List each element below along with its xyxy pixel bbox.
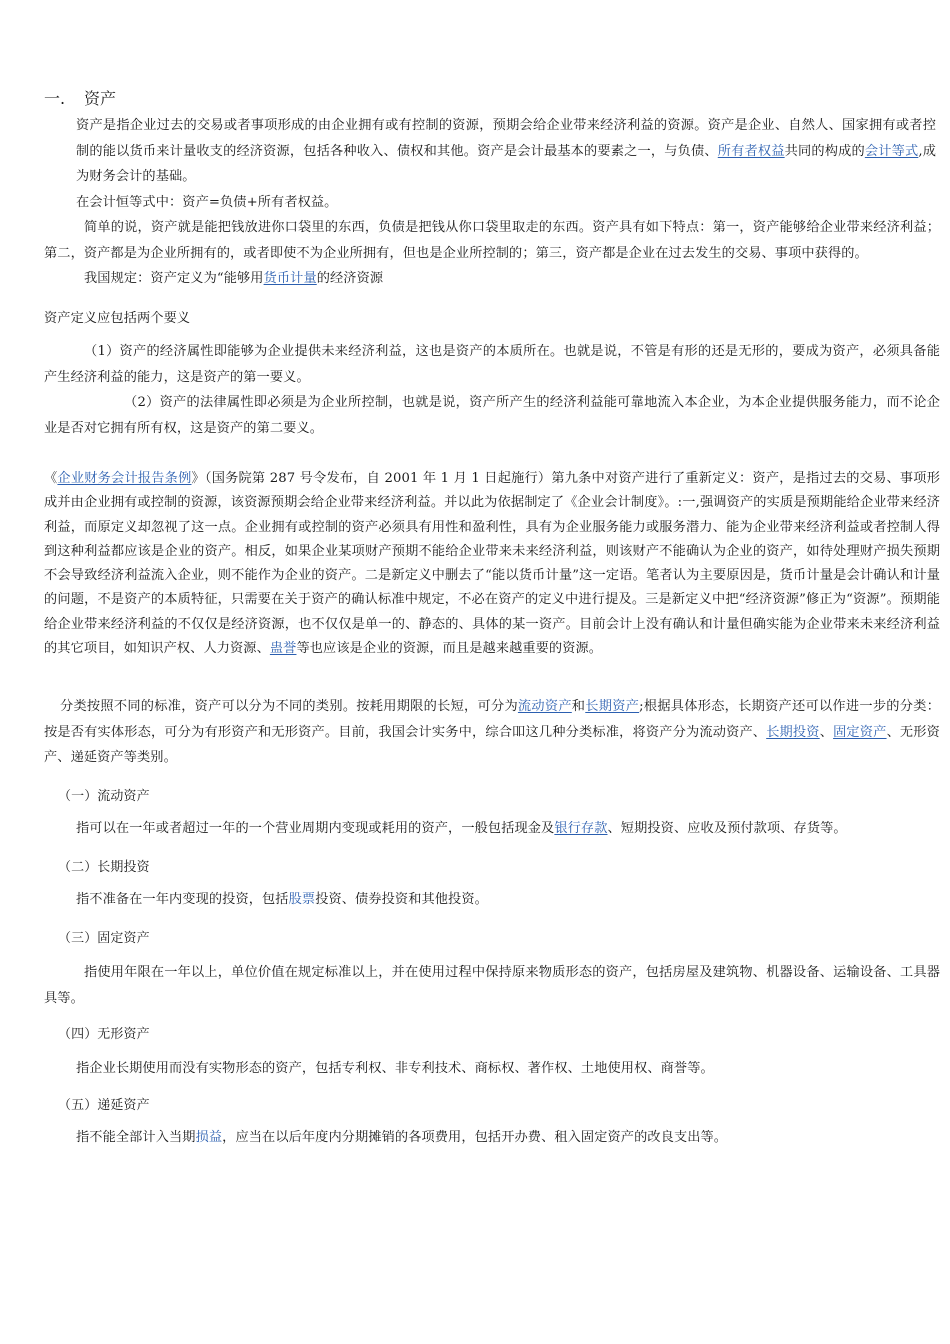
intro-p4-text-a: 我国规定：资产定义为“能够用 xyxy=(84,271,264,286)
classification-text-d: 、 xyxy=(819,724,834,740)
category-title-intangible-assets: （四）无形资产 xyxy=(58,1027,150,1042)
link-fixed-assets[interactable]: 固定资产 xyxy=(833,724,887,740)
classification-text-c: ;根据具体形态，长期资产还可以作进一步的分类：按是否有实体形态，可分为有形资产和无形资产。目前，我国会计实务中，综合吅这几种分类标准，将资产分为流动资产、 xyxy=(44,699,940,740)
category-1-text-b: 、短期投资、应收及预付款项、存货等。 xyxy=(607,821,847,836)
regulation-paragraph xyxy=(44,467,940,661)
category-title-current-assets: （一）流动资产 xyxy=(58,789,150,804)
classification-text-a: 分类按照不同的标准，资产可以分为不同的类别。按耗用期限的长短，可分为 xyxy=(60,699,518,714)
link-long-term-investment[interactable]: 长期投资 xyxy=(766,724,820,740)
link-profit-loss[interactable]: 损益 xyxy=(195,1130,223,1145)
link-bank-deposits[interactable]: 银行存款 xyxy=(554,821,608,836)
classification-text-b: 和 xyxy=(571,699,586,714)
category-5-text-a: 指不能全部计入当期 xyxy=(76,1130,196,1145)
link-owners-equity[interactable]: 所有者权益 xyxy=(717,143,785,159)
intro-text-c: ,成为财务会计的基础。 xyxy=(76,143,937,184)
regulation-open-bracket: 《 xyxy=(44,471,58,486)
regulation-text-a: 》（国务院第 287 号令发布，自 2001 年 1 月 1 日起施行）第九条中对资产进行了重新定义：资产，是指过去的交易、事项形成并由企业拥有或控制的资源，该资源预期会给企业带来经济利益。并以此为依据制定了《企业会计制度》。:一,强调资产的实质是预期能给企业带来经济利益，而原定义却忽视了这一点。企业拥有或控制的资产必须具有用性和盈利性，具有为企业服务能力或服务潜力、能为企业带来经济利益或者控制人得到这种利益都应该是企业的资产。相反，如果企业某项财产预期不能给企业带来未来经济利益，则该财产不能确认为企业的资产，如待处理财产损失预期不会导致经济利益流入企业，则不能作为企业的资产。二是新定义中删去了“能以货币计量”这一定语。笔者认为主要原因是，货币计量是会计确认和计量的问题，不是资产的本质特征，只需要在关于资产的确认标准中规定，不必在资产的定义中进行提及。三是新定义中把“经济资源”修正为“资源”。预期能给企业带来经济利益的不仅仅是经济资源，也不仅仅是单一的、静态的、具体的某一资产。目前会计上没有确认和计量但确实能为企业带来未来经济利益的其它项目，如知识产权、人力资源、 xyxy=(44,471,941,657)
link-stocks[interactable]: 股票 xyxy=(288,892,316,907)
classification-text-e: 、无形资产、递延资产等类别。 xyxy=(44,724,940,765)
link-monetary-measurement[interactable]: 货币计量 xyxy=(263,271,317,286)
category-title-deferred-assets: （五）递延资产 xyxy=(58,1098,150,1113)
link-goodwill[interactable]: 蛊誉 xyxy=(269,641,297,657)
category-title-fixed-assets: （三）固定资产 xyxy=(58,931,150,946)
category-desc-fixed-assets: 指使用年限在一年以上，单位价值在规定标准以上，并在使用过程中保持原来物质形态的资产，包括房屋及建筑物、机器设备、运输设备、工具器具等。 xyxy=(44,965,940,1006)
category-desc-long-term-investment xyxy=(76,887,936,913)
classification-paragraph xyxy=(44,694,940,771)
intro-paragraph-3: 简单的说，资产就是能把钱放进你口袋里的东西，负债是把钱从你口袋里取走的东西。资产具有如下特点：第一，资产能够给企业带来经济利益；第二，资产都是为企业所拥有的，或者即使不为企业所拥有，但也是企业所控制的；第三，资产都是企业在过去发生的交易、事项中获得的。 xyxy=(44,220,940,261)
section-title: 资产 xyxy=(84,89,117,108)
category-title-long-term-investment: （二）长期投资 xyxy=(58,860,150,875)
intro-p4-text-b: 的经济资源 xyxy=(316,271,384,286)
definition-item-2: （2）资产的法律属性即必须是为企业所控制，也就是说，资产所产生的经济利益能可靠地流入本企业，为本企业提供服务能力，而不论企业是否对它拥有所有权，这是资产的第二要义。 xyxy=(44,395,940,436)
category-desc-deferred-assets xyxy=(76,1125,936,1151)
intro-paragraph-1 xyxy=(76,113,936,190)
link-current-assets[interactable]: 流动资产 xyxy=(517,699,572,714)
link-long-term-assets[interactable]: 长期资产 xyxy=(585,699,640,714)
category-desc-intangible-assets: 指企业长期使用而没有实物形态的资产，包括专利权、非专利技术、商标权、著作权、土地使用权、商誉等。 xyxy=(76,1061,714,1076)
intro-text-b: 共同的构成的 xyxy=(784,143,865,159)
intro-text-a: 资产是指企业过去的交易或者事项形成的由企业拥有或有控制的资源，预期会给企业带来经济利益的资源。资产是企业、自然人、国家拥有或者控制的能以货币来计量收支的经济资源，包括各种收入、债权和其他。资产是会计最基本的要素之一，与负债、 xyxy=(76,118,936,159)
link-financial-report-regulation[interactable]: 企业财务会计报告条例 xyxy=(57,471,192,486)
regulation-text-b: 等也应该是企业的资源，而且是越来越重要的资源。 xyxy=(296,641,603,657)
definition-item-1: （1）资产的经济属性即能够为企业提供未来经济利益，这也是资产的本质所在。也就是说，不管是有形的还是无形的，要成为资产，必须具备能产生经济利益的能力，这是资产的第一要义。 xyxy=(44,344,940,385)
category-1-text-a: 指可以在一年或者超过一年的一个营业周期内变现或耗用的资产，一般包括现金及 xyxy=(76,821,555,836)
link-accounting-equation[interactable]: 会计等式 xyxy=(864,143,919,159)
category-2-text-b: 投资、债券投资和其他投资。 xyxy=(315,892,488,907)
section-number: 一. xyxy=(44,89,66,108)
category-2-text-a: 指不准备在一年内变现的投资，包括 xyxy=(76,892,289,907)
intro-paragraph-4 xyxy=(84,266,944,292)
intro-paragraph-2: 在会计恒等式中：资产=负债+所有者权益。 xyxy=(76,195,338,210)
section-heading xyxy=(44,88,116,110)
definition-heading: 资产定义应包括两个要义 xyxy=(44,311,191,326)
category-desc-current-assets xyxy=(76,816,936,842)
category-5-text-b: ，应当在以后年度内分期摊销的各项费用，包括开办费、租入固定资产的改良支出等。 xyxy=(222,1130,728,1145)
